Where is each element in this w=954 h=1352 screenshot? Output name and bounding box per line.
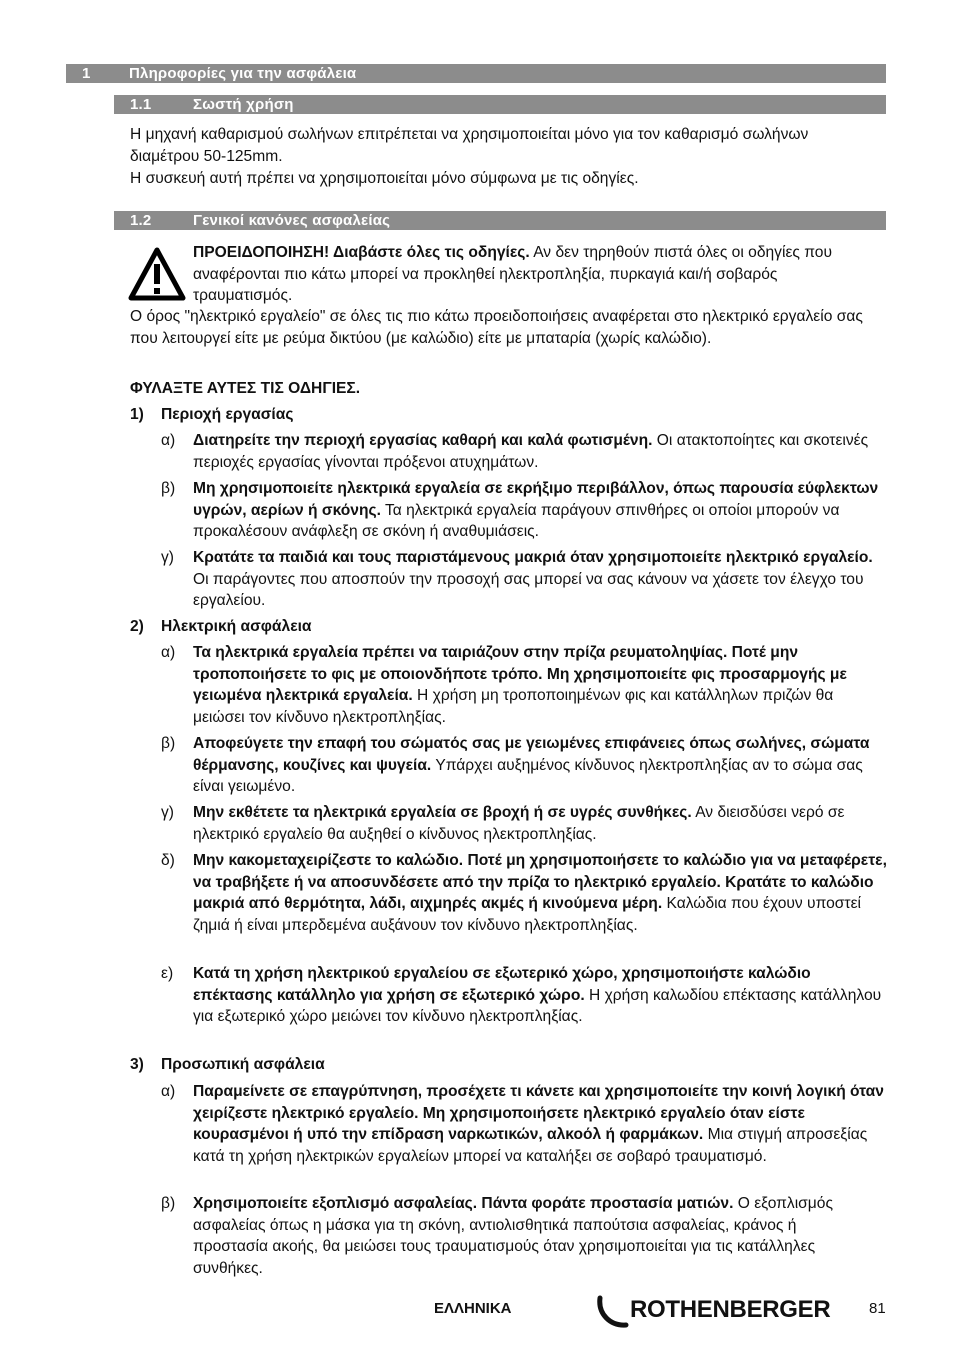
item-bold: Κρατάτε τα παιδιά και τους παριστάμενους μακριά όταν χρησιμοποιείτε ηλεκτρικό εργαλείο. xyxy=(193,549,873,566)
item-label: β) xyxy=(161,480,176,497)
item-text: Μια στιγμή απροσεξίας κατά τη χρήση ηλεκτρικών εργαλείων μπορεί να καταλήξει σε σοβαρό τραυματισμό. xyxy=(193,1126,868,1165)
item-label: β) xyxy=(161,1195,176,1212)
subsection-title: Προσωπική ασφάλεια xyxy=(161,1056,325,1073)
list-item xyxy=(193,642,886,728)
list-item xyxy=(193,1193,873,1279)
intended-use-paragraph-2: Η συσκευή αυτή πρέπει να χρησιμοποιείται μόνο σύμφωνα με τις οδηγίες. xyxy=(130,170,639,187)
item-label: α) xyxy=(161,432,176,449)
section-title: Πληροφορίες για την ασφάλεια xyxy=(129,65,357,82)
item-bold: Χρησιμοποιείτε εξοπλισμό ασφαλείας. Πάντα φοράτε προστασία ματιών. xyxy=(193,1195,734,1212)
item-text: Η χρήση καλωδίου επέκτασης κατάλληλου για εξωτερικό χώρο μειώνει τον κίνδυνο ηλεκτροπληξίας. xyxy=(193,986,882,1026)
intended-use-paragraph: Η μηχανή καθαρισμού σωλήνων επιτρέπεται να χρησιμοποιείται μόνο για τον καθαρισμό σωλήνων διαμέτρου 50-125mm. xyxy=(130,126,809,165)
list-item xyxy=(193,850,888,936)
item-label: α) xyxy=(161,644,176,661)
warning-body: Αν δεν τηρηθούν πιστά όλες οι οδηγίες που αναφέρονται πιο κάτω μπορεί να προκληθεί ηλεκτροπληξία, πυρκαγιά και/ή σοβαρός τραυματισμός. xyxy=(193,244,832,305)
item-label: γ) xyxy=(161,549,174,566)
list-item xyxy=(193,802,893,845)
section-title: Σωστή χρήση xyxy=(193,96,294,113)
list-item xyxy=(193,733,886,798)
footer-language: ΕΛΛΗΝΙΚΑ xyxy=(434,1300,512,1317)
subsection-number: 3) xyxy=(130,1056,144,1073)
item-bold: Διατηρείτε την περιοχή εργασίας καθαρή και καλά φωτισμένη. xyxy=(193,432,653,449)
list-item xyxy=(193,478,886,543)
item-text: Ο εξοπλισμός ασφαλείας όπως η μάσκα για τη σκόνη, αντιολισθητικά παπούτσια ασφαλείας, κράνος ή προστασία ακοής, θα μειώσει τους τραυματισμούς όταν χρησιμοποιείται για τις κατάλληλες συνθήκες. xyxy=(193,1195,833,1277)
page-number: 81 xyxy=(869,1300,886,1317)
subsection-number: 2) xyxy=(130,618,144,635)
item-text: Η χρήση μη τροποποιημένων φις και κατάλληλων πριζών θα μειώσει τον κίνδυνο ηλεκτροπληξίας. xyxy=(193,687,834,726)
item-label: δ) xyxy=(161,852,175,869)
item-bold: Τα ηλεκτρικά εργαλεία πρέπει να ταιριάζουν στην πρίζα ρευματοληψίας. Ποτέ μην τροποποιήσετε το φις με οποιονδήποτε τρόπο. Μη χρησιμοποιείτε φις προσαρμογής με γειωμένα ηλεκτρικά εργαλεία. xyxy=(193,644,847,705)
list-item xyxy=(193,1081,886,1167)
item-bold: Μη χρησιμοποιείτε ηλεκτρικά εργαλεία σε εκρήξιμο περιβάλλον, όπως παρουσία εύφλεκτων υγρών, αερίων ή σκόνης. xyxy=(193,480,879,519)
item-bold: Αποφεύγετε την επαφή του σώματός σας με γειωμένες επιφάνειες όπως σωλήνες, σώματα θέρμανσης, κουζίνες και ψυγεία. xyxy=(193,735,870,774)
subsection-number: 1) xyxy=(130,406,144,423)
item-label: γ) xyxy=(161,804,174,821)
subsection-title: Ηλεκτρική ασφάλεια xyxy=(161,618,312,635)
list-item xyxy=(193,430,886,473)
item-bold: Μην εκθέτετε τα ηλεκτρικά εργαλεία σε βροχή ή σε υγρές συνθήκες. xyxy=(193,804,692,821)
section-1-header xyxy=(66,64,886,83)
section-title: Γενικοί κανόνες ασφαλείας xyxy=(193,212,391,229)
item-label: α) xyxy=(161,1083,176,1100)
item-text: Οι παράγοντες που αποσπούν την προσοχή σας μπορεί να σας κάνουν να χάσετε τον έλεγχο του εργαλείου. xyxy=(193,570,864,610)
item-text: Αν διεισδύσει νερό σε ηλεκτρικό εργαλείο θα αυξηθεί ο κίνδυνος ηλεκτροπληξίας. xyxy=(193,804,845,843)
section-number: 1 xyxy=(82,65,91,82)
item-bold: Μην κακομεταχειρίζεστε το καλώδιο. Ποτέ μη χρησιμοποιήσετε το καλώδιο για να μεταφέρετε, να τραβήξετε ή να αποσυνδέσετε από την πρίζα το ηλεκτρικό εργαλείο. Κρατάτε το καλώδιο μακριά από θερμότητα, λάδι, αιχμηρές ακμές ή κινούμενα μέρη. xyxy=(193,852,887,913)
warning-triangle-icon xyxy=(128,247,186,301)
section-1-1-header xyxy=(114,95,886,114)
item-text: Τα ηλεκτρικά εργαλεία παράγουν σπινθήρες οι οποίοι μπορούν να προκαλέσουν ανάφλεξη σε σκόνη ή αναθυμιάσεις. xyxy=(193,501,840,541)
section-number: 1.2 xyxy=(130,212,152,229)
item-text: Υπάρχει αυξημένος κίνδυνος ηλεκτροπληξίας αν το σώμα σας είναι γειωμένο. xyxy=(193,756,863,796)
brand-name: ROTHENBERGER xyxy=(630,1296,831,1323)
section-1-2-header xyxy=(114,211,886,230)
item-bold: Κατά τη χρήση ηλεκτρικού εργαλείου σε εξωτερικό χώρο, χρησιμοποιήστε καλώδιο επέκτασης κατάλληλο για χρήση σε εξωτερικό χώρο. xyxy=(193,965,811,1004)
term-note: Ο όρος "ηλεκτρικό εργαλείο" σε όλες τις πιο κάτω προειδοποιήσεις αναφέρεται στο ηλεκτρικό εργαλείο σας που λειτουργεί είτε με ρεύμα δικτύου (με καλώδιο) είτε με μπαταρία (χωρίς καλώδιο). xyxy=(130,308,863,347)
item-label: β) xyxy=(161,735,176,752)
warning-bold: ΠΡΟΕΙΔΟΠΟΙΗΣΗ! Διαβάστε όλες τις οδηγίες. xyxy=(193,244,530,261)
subsection-title: Περιοχή εργασίας xyxy=(161,406,294,423)
item-text: Οι ατακτοποίητες και σκοτεινές περιοχές εργασίας γίνονται πρόξενοι ατυχημάτων. xyxy=(193,432,869,471)
warning-text xyxy=(193,242,873,307)
item-bold: Παραμείνετε σε επαγρύπνηση, προσέχετε τι κάνετε και χρησιμοποιείτε την κοινή λογική όταν χειρίζεστε ηλεκτρικό εργαλείο. Μη χρησιμοποιήσετε ηλεκτρικό εργαλείο όταν είστε κουρασμένοι ή υπό την επίδραση ναρκωτικών, αλκοόλ ή φαρμάκων. xyxy=(193,1083,884,1144)
list-item xyxy=(193,547,886,612)
item-text: Καλώδια που έχουν υποστεί ζημιά ή είναι μπερδεμένα αυξάνουν τον κίνδυνο ηλεκτροπληξίας. xyxy=(193,895,861,934)
section-number: 1.1 xyxy=(130,96,152,113)
list-item xyxy=(193,963,886,1028)
keep-instructions: ΦΥΛΑΞΤΕ ΑΥΤΕΣ ΤΙΣ ΟΔΗΓΙΕΣ. xyxy=(130,380,361,397)
item-label: ε) xyxy=(161,965,174,982)
